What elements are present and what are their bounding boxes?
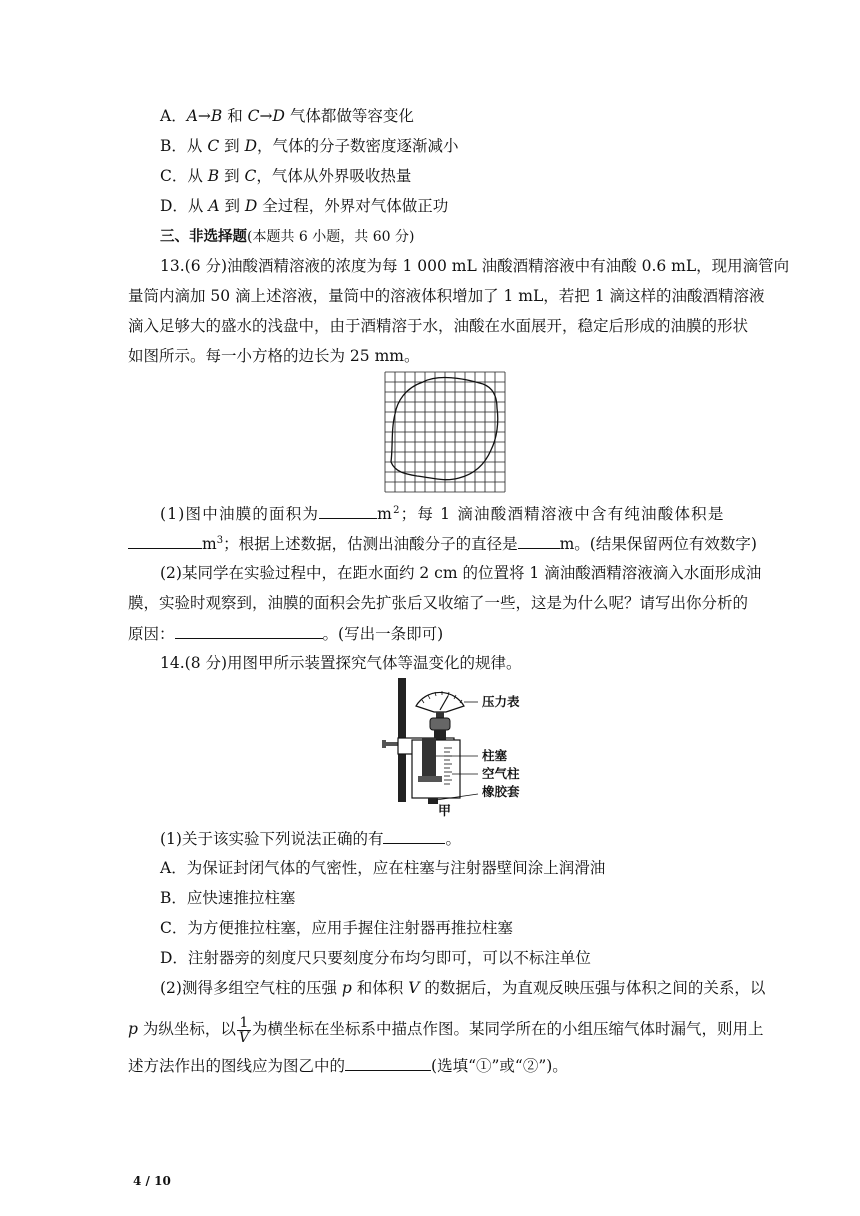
option-d: D．从 A 到 D 全过程，外界对气体做正功: [160, 197, 449, 215]
option-c: C．从 B 到 C，气体从外界吸收热量: [160, 167, 412, 185]
option-a: A．A→B 和 C→D 气体都做等容变化: [160, 107, 414, 125]
label-rubber-cap: 橡胶套: [482, 784, 520, 799]
q13-line4: 如图所示。每一小方格的边长为 25 mm。: [128, 347, 420, 365]
label-air-column: 空气柱: [482, 766, 520, 781]
q13-line1: 13.(6 分)油酸酒精溶液的浓度为每 1 000 mL 油酸酒精溶液中有油酸 0.6 mL，现用滴管向: [160, 257, 790, 275]
answer-blank-area[interactable]: [319, 503, 377, 519]
q14-option-b: B．应快速推拉柱塞: [160, 889, 296, 907]
q14-option-a: A．为保证封闭气体的气密性，应在柱塞与注射器壁间涂上润滑油: [160, 859, 606, 877]
label-plunger: 柱塞: [482, 748, 508, 763]
q14-part2-line1: (2)测得多组空气柱的压强 p 和体积 V 的数据后，为直观反映压强与体积之间的关系，以: [160, 979, 766, 997]
q13-line2: 量筒内滴加 50 滴上述溶液，量筒中的溶液体积增加了 1 mL，若把 1 滴这样的油酸酒精溶液: [128, 287, 765, 305]
answer-blank-q14-1[interactable]: [383, 828, 445, 844]
page-number: 4 / 10: [133, 1174, 171, 1188]
label-pressure-gauge: 压力表: [482, 694, 520, 709]
q13-part2-line3: 原因： 。(写出一条即可): [128, 625, 444, 643]
option-b: B．从 C 到 D，气体的分子数密度逐渐减小: [160, 137, 459, 155]
q14-part1: (1)关于该实验下列说法正确的有 。: [160, 830, 461, 848]
answer-blank-diameter[interactable]: [518, 533, 560, 549]
q13-part2-line1: (2)某同学在实验过程中，在距水面约 2 cm 的位置将 1 滴油酸酒精溶液滴入水面形成油: [160, 564, 762, 582]
q13-part1-line2: $m^3$；根据上述数据，估测出油酸分子的直径是 m。(结果保留两位有效数字): [128, 533, 757, 554]
oil-film-grid-figure: [383, 370, 507, 494]
q14-option-c: C．为方便推拉柱塞，应用手握住注射器再推拉柱塞: [160, 919, 513, 937]
q14-option-d: D．注射器旁的刻度尺只要刻度分布均匀即可，可以不标注单位: [160, 949, 591, 967]
answer-blank-volume[interactable]: [128, 533, 202, 549]
q14-part2-line3: 述方法作出的图线应为图乙中的 (选填“①”或“②”)。: [128, 1057, 568, 1075]
q13-part1-line1: (1)图中油膜的面积为 $m^2$；每 1 滴油酸酒精溶液中含有纯油酸体积是: [160, 504, 725, 523]
q13-part2-line2: 膜，实验时观察到，油膜的面积会先扩张后又收缩了一些，这是为什么呢？请写出你分析的: [128, 594, 749, 612]
oil-film-outline: [391, 378, 498, 480]
answer-blank-reason[interactable]: [175, 623, 323, 639]
fraction-one-over-v: $\frac{1}{V}$: [238, 1014, 249, 1046]
q14-line1: 14.(8 分)用图甲所示装置探究气体等温变化的规律。: [160, 654, 522, 672]
q14-part2-line2: p 为纵坐标，以 $\frac{1}{V}$ 为横坐标在坐标系中描点作图。某同学所在的小组压缩气体时漏气，则用上: [128, 1014, 764, 1046]
answer-blank-q14-2[interactable]: [345, 1055, 431, 1071]
section-heading: 三、非选择题(本题共 6 小题，共 60 分): [160, 229, 415, 245]
q13-line3: 滴入足够大的盛水的浅盘中，由于酒精溶于水，油酸在水面展开，稳定后形成的油膜的形状: [128, 317, 749, 335]
figure-caption-jia: 甲: [438, 804, 452, 819]
